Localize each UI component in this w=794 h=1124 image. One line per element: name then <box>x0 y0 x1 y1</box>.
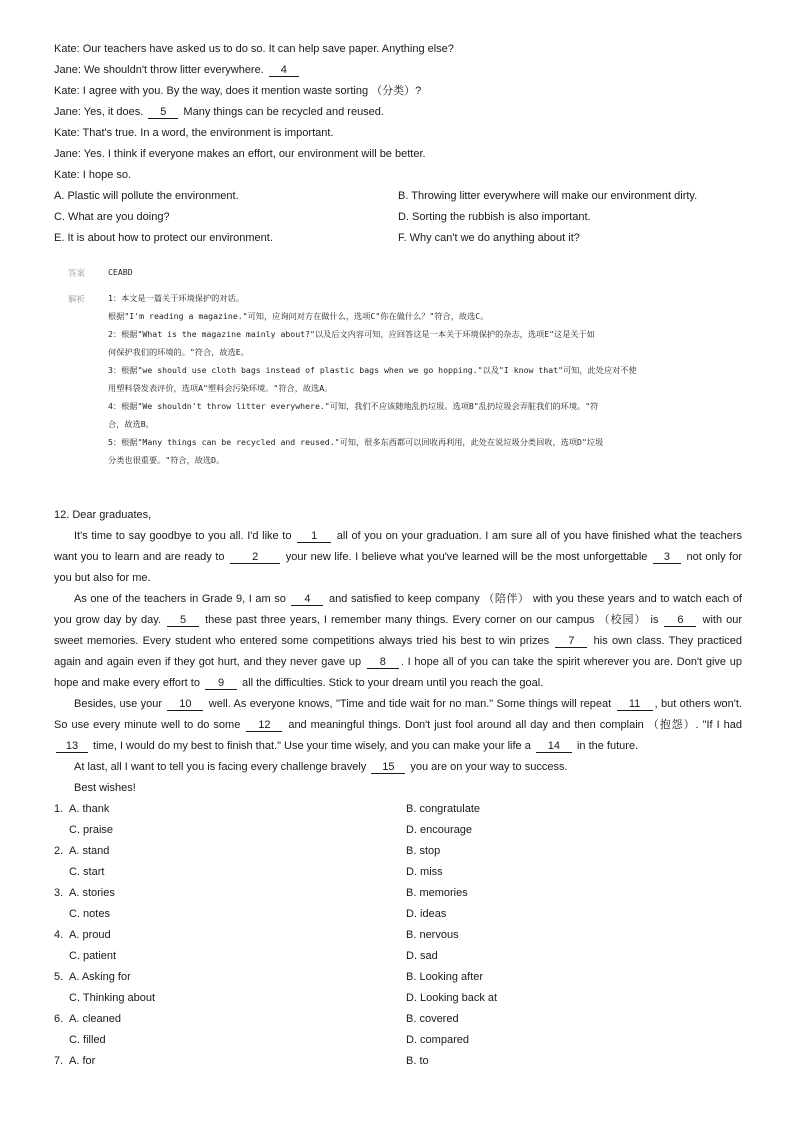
option-a: A. Plastic will pollute the environment. <box>54 190 239 202</box>
passage-text: time, I would do my best to finish that." Use your time wisely, and you can make your life a <box>90 740 534 752</box>
analysis-line: 4：根据"We shouldn't throw litter everywhere."可知，我们不应该随地乱扔垃圾。选项B"乱扔垃圾会弄脏我们的环境。"符 <box>108 401 599 411</box>
choice-option: D. compared <box>406 1034 469 1046</box>
dialogue-line: Kate: I agree with you. By the way, does it mention waste sorting （分类）? <box>54 85 422 97</box>
answer-blank: 5 <box>167 614 199 627</box>
choice-option: C. start <box>69 866 105 878</box>
choice-option: D. Looking back at <box>406 992 498 1004</box>
passage-text: , but others won't. So use every minute well to do some <box>54 698 742 731</box>
dialogue-line <box>54 105 384 119</box>
answer-blank: 2 <box>230 551 280 564</box>
choice-option: A. for <box>69 1055 96 1067</box>
answer-blank: 7 <box>555 635 587 648</box>
choice-option: B. to <box>406 1055 429 1067</box>
choice-option: A. stand <box>69 845 110 857</box>
choice-option: A. stories <box>69 887 115 899</box>
passage-text: all of you on your graduation. I am sure all of you have finished what the teachers want you to learn and are ready to <box>54 530 742 563</box>
choice-option: D. sad <box>406 950 438 962</box>
option-c: C. What are you doing? <box>54 211 170 223</box>
passage-paragraph-2 <box>54 589 742 694</box>
passage-text: with our sweet memories. Every student who entered some competitions always tried his best to win prizes <box>54 614 742 647</box>
passage-text: you are on your way to success. <box>407 761 568 773</box>
option-b: B. Throwing litter everywhere will make our environment dirty. <box>398 190 698 202</box>
passage-text: in the future. <box>573 740 639 752</box>
choice-number: 3. <box>54 887 64 899</box>
passage-text: and meaningful things. Don't just fool around all day and then complain （抱怨）. "If I had <box>284 719 743 731</box>
passage-text: At last, all I want to tell you is facing every challenge bravely <box>74 761 370 773</box>
analysis-line: 合，故选B。 <box>108 419 154 429</box>
choice-option: D. encourage <box>406 824 473 836</box>
choice-option: D. miss <box>406 866 443 878</box>
choice-option: B. covered <box>406 1013 459 1025</box>
answer-blank: 4 <box>269 64 299 77</box>
passage-text: well. As everyone knows, "Time and tide wait for no man." Some things will repeat <box>205 698 615 710</box>
choice-option: C. patient <box>69 950 117 962</box>
answer-blank: 14 <box>536 740 572 753</box>
answer-blank: 3 <box>653 551 681 564</box>
dialogue-text: Jane: We shouldn't throw litter everywhere. <box>54 64 267 76</box>
answer-blank: 5 <box>148 106 178 119</box>
choice-number: 4. <box>54 929 64 941</box>
dialogue-line: Kate: Our teachers have asked us to do so. It can help save paper. Anything else? <box>54 43 454 55</box>
choice-option: C. notes <box>69 908 110 920</box>
question-heading: 12. Dear graduates, <box>54 509 152 521</box>
option-d: D. Sorting the rubbish is also important. <box>398 211 591 223</box>
answer-blank: 6 <box>664 614 696 627</box>
passage-paragraph-1 <box>54 526 742 589</box>
dialogue-line: Kate: That's true. In a word, the environment is important. <box>54 127 334 139</box>
dialogue-line: Kate: I hope so. <box>54 169 132 181</box>
choice-option: A. proud <box>69 929 111 941</box>
answer-blank: 11 <box>617 698 653 711</box>
analysis-label: 解析 <box>68 295 86 305</box>
analysis-line: 2：根据"What is the magazine mainly about?"以及后文内容可知，应回答这是一本关于环境保护的杂志，选项E"这是关于如 <box>108 329 595 339</box>
passage-text: his own class. They practiced again and again even if they got hurt, and they never gave up <box>54 635 742 668</box>
choice-option: A. cleaned <box>69 1013 121 1025</box>
answer-blank: 10 <box>167 698 203 711</box>
answer-blank: 9 <box>205 677 237 690</box>
analysis-line: 根据"I'm reading a magazine."可知，应询问对方在做什么，选项C"你在做什么？"符合，故选C。 <box>108 311 489 321</box>
choice-option: B. Looking after <box>406 971 484 983</box>
answer-blank: 8 <box>367 656 399 669</box>
passage-text: your new life. I believe what you've learned will be the most unforgettable <box>282 551 651 563</box>
choice-number: 5. <box>54 971 64 983</box>
passage-text: these past three years, I remember many things. Every corner on our campus （校园） is <box>201 614 663 626</box>
option-f: F. Why can't we do anything about it? <box>398 232 580 244</box>
option-e: E. It is about how to protect our environment. <box>54 232 273 244</box>
answer-value: CEABD <box>108 267 133 277</box>
dialogue-line: Jane: Yes. I think if everyone makes an effort, our environment will be better. <box>54 148 426 160</box>
choice-option: B. congratulate <box>406 803 480 815</box>
passage-text: and satisfied to keep company （陪伴） with you these years and to watch each of you grow day by day. <box>54 593 742 626</box>
choice-option: B. stop <box>406 845 441 857</box>
passage-text: Besides, use your <box>74 698 166 710</box>
passage-text: not only for you but also for me. <box>54 551 743 584</box>
analysis-line: 3：根据"we should use cloth bags instead of plastic bags when we go hopping."以及"I know that"可知，此处应对不使 <box>108 365 637 375</box>
answer-blank: 15 <box>371 761 405 774</box>
closing-line: Best wishes! <box>74 782 136 794</box>
dialogue-line <box>54 63 301 77</box>
analysis-line: 用塑料袋发表评价，选项A"塑料会污染环境。"符合，故选A。 <box>108 383 333 393</box>
choice-option: B. memories <box>406 887 468 899</box>
passage-text: It's time to say goodbye to you all. I'd like to <box>74 530 296 542</box>
answer-label: 答案 <box>68 269 86 279</box>
choice-option: C. praise <box>69 824 114 836</box>
choice-option: C. Thinking about <box>69 992 156 1004</box>
choice-number: 7. <box>54 1055 64 1067</box>
choice-option: D. ideas <box>406 908 447 920</box>
analysis-line: 何保护我们的环境的。"符合，故选E。 <box>108 347 249 357</box>
answer-blank: 13 <box>56 740 88 753</box>
choice-option: A. thank <box>69 803 110 815</box>
choice-number: 6. <box>54 1013 64 1025</box>
answer-analysis-block <box>68 266 728 471</box>
choice-option: B. nervous <box>406 929 459 941</box>
passage-text: all the difficulties. Stick to your dream until you reach the goal. <box>239 677 544 689</box>
passage-text: . I hope all of you can take the spirit wherever you are. Don't give up hope and make every effort to <box>54 656 742 689</box>
analysis-line: 5：根据"Many things can be recycled and reused."可知，很多东西都可以回收再利用，此处在说垃圾分类回收，选项D"垃圾 <box>108 437 604 447</box>
passage-text: As one of the teachers in Grade 9, I am so <box>74 593 290 605</box>
analysis-line: 1：本文是一篇关于环境保护的对话。 <box>108 293 244 303</box>
passage-paragraph-3 <box>54 694 742 757</box>
answer-blank: 1 <box>297 530 331 543</box>
analysis-line: 分类也很重要。"符合，故选D。 <box>108 455 225 465</box>
answer-blank: 12 <box>246 719 282 732</box>
dialogue-text: Many things can be recycled and reused. <box>180 106 384 118</box>
choice-number: 2. <box>54 845 64 857</box>
choice-number: 1. <box>54 803 64 815</box>
passage-paragraph-4 <box>54 757 742 778</box>
answer-blank: 4 <box>291 593 323 606</box>
dialogue-text: Jane: Yes, it does. <box>54 106 147 118</box>
choice-option: C. filled <box>69 1034 106 1046</box>
choice-option: A. Asking for <box>69 971 131 983</box>
